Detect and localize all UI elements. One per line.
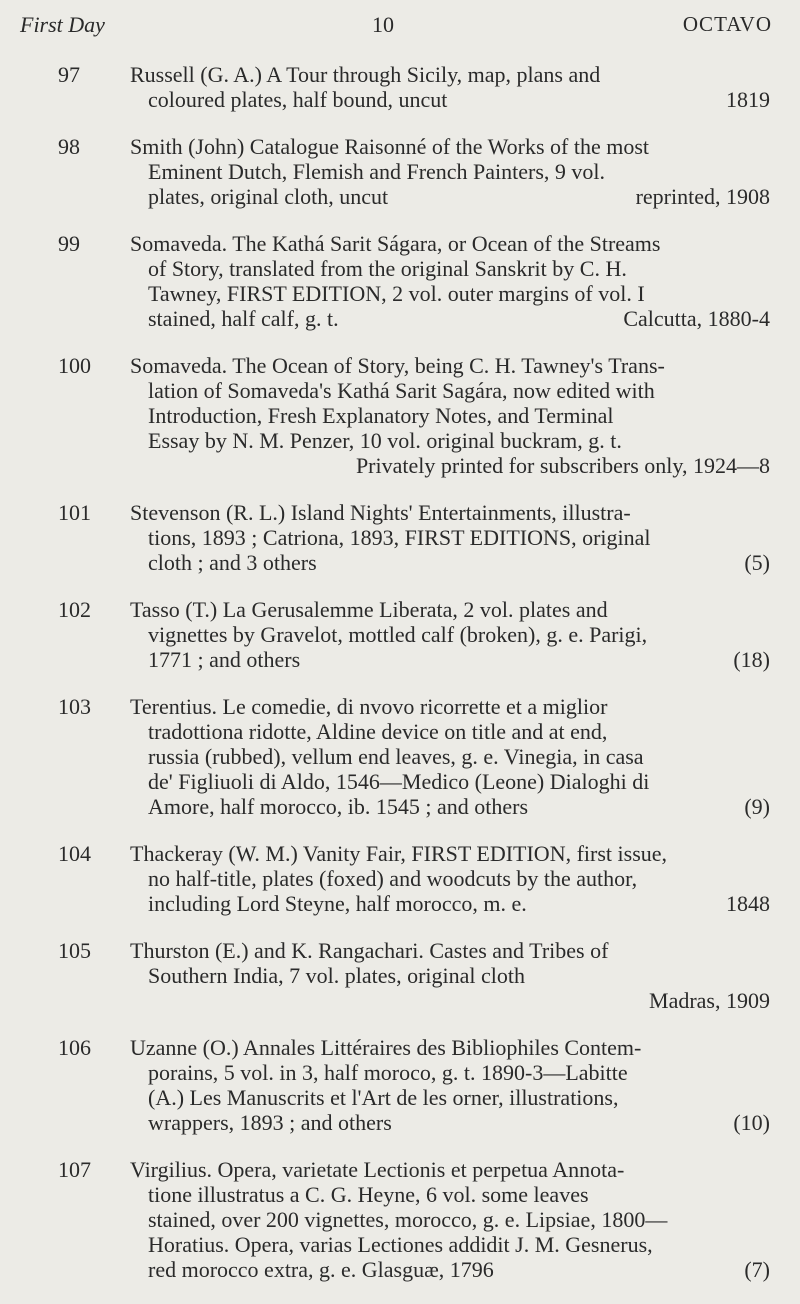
lot-description (130, 841, 772, 916)
lot-description (130, 134, 772, 209)
lot-number: 106 (58, 1035, 91, 1060)
lot-line: de' Figliuoli di Aldo, 1546—Medico (Leone) Dialoghi di (148, 769, 650, 794)
lot-number: 104 (58, 841, 91, 866)
lot-line: Uzanne (O.) Annales Littéraires des Bibliophiles Contem- (130, 1035, 642, 1060)
lot-line: tradottiona ridotte, Aldine device on title and at end, (148, 719, 608, 744)
lot-imprint: (5) (744, 550, 770, 575)
lot-line: red morocco extra, g. e. Glasguæ, 1796 (148, 1257, 494, 1282)
lot-line: tions, 1893 ; Catriona, 1893, FIRST EDITIONS, original (148, 525, 651, 550)
lot-line: wrappers, 1893 ; and others (148, 1110, 392, 1135)
lot-line: Amore, half morocco, ib. 1545 ; and others (148, 794, 529, 819)
lot-line: of Story, translated from the original Sanskrit by C. H. (148, 256, 627, 281)
lot-description (130, 597, 772, 672)
lot-line: stained, over 200 vignettes, morocco, g. e. Lipsiae, 1800— (148, 1207, 668, 1232)
lot-line: Tasso (T.) La Gerusalemme Liberata, 2 vol. plates and (130, 597, 608, 622)
lot-line: 1771 ; and others (148, 647, 301, 672)
lot-line: porains, 5 vol. in 3, half moroco, g. t. 1890-3—Labitte (148, 1060, 628, 1085)
lot-line: Terentius. Le comedie, di nvovo ricorrette et a miglior (130, 694, 608, 719)
lot-line: vignettes by Gravelot, mottled calf (broken), g. e. Parigi, (148, 622, 648, 647)
lot-line: including Lord Steyne, half morocco, m. e. (148, 891, 527, 916)
lot-entry (0, 597, 800, 672)
lot-number: 102 (58, 597, 91, 622)
lot-description (130, 1035, 772, 1135)
lot-line: Russell (G. A.) A Tour through Sicily, map, plans and (130, 62, 601, 87)
lot-line: russia (rubbed), vellum end leaves, g. e. Vinegia, in casa (148, 744, 644, 769)
lot-line: lation of Somaveda's Kathá Sarit Sagára, now edited with (148, 378, 655, 403)
page-number: 10 (372, 12, 394, 37)
lot-entry (0, 500, 800, 575)
lot-entry (0, 134, 800, 209)
lot-description (130, 353, 772, 478)
lot-line: Southern India, 7 vol. plates, original cloth (148, 963, 525, 988)
lot-line: Horatius. Opera, varias Lectiones addidit J. M. Gesnerus, (148, 1232, 653, 1257)
lot-imprint: (9) (744, 794, 770, 819)
lot-line: Somaveda. The Ocean of Story, being C. H. Tawney's Trans- (130, 353, 665, 378)
lot-line: Virgilius. Opera, varietate Lectionis et perpetua Annota- (130, 1157, 625, 1182)
lot-line: Thackeray (W. M.) Vanity Fair, FIRST EDITION, first issue, (130, 841, 668, 866)
lot-number: 98 (58, 134, 80, 159)
lot-imprint: Privately printed for subscribers only, 1924—8 (355, 453, 770, 478)
lot-description (130, 1157, 772, 1282)
lot-line: coloured plates, half bound, uncut (148, 87, 448, 112)
lot-entry (0, 62, 800, 112)
lot-imprint: (7) (744, 1257, 770, 1282)
lot-number: 101 (58, 500, 91, 525)
lot-description (130, 938, 772, 1013)
lot-description (130, 694, 772, 819)
lot-description (130, 500, 772, 575)
lot-number: 99 (58, 231, 80, 256)
lot-imprint: Calcutta, 1880-4 (623, 306, 770, 331)
lot-line: stained, half calf, g. t. (148, 306, 339, 331)
lot-line: Stevenson (R. L.) Island Nights' Entertainments, illustra- (130, 500, 631, 525)
lot-entry (0, 841, 800, 916)
lot-number: 107 (58, 1157, 91, 1182)
lot-entry (0, 1035, 800, 1135)
lot-entry (0, 353, 800, 478)
lot-list (0, 62, 800, 1304)
lot-imprint: 1848 (726, 891, 770, 916)
lot-number: 103 (58, 694, 91, 719)
lot-line: Thurston (E.) and K. Rangachari. Castes and Tribes of (130, 938, 609, 963)
lot-line: Essay by N. M. Penzer, 10 vol. original buckram, g. t. (148, 428, 622, 453)
lot-line: (A.) Les Manuscrits et l'Art de les orner, illustrations, (148, 1085, 619, 1110)
lot-imprint: Madras, 1909 (649, 988, 770, 1013)
running-head-left: First Day (20, 12, 105, 37)
lot-entry (0, 231, 800, 331)
lot-imprint: (10) (733, 1110, 770, 1135)
lot-entry (0, 694, 800, 819)
lot-imprint: reprinted, 1908 (635, 184, 770, 209)
lot-entry (0, 938, 800, 1013)
lot-line: Eminent Dutch, Flemish and French Painters, 9 vol. (148, 159, 606, 184)
lot-entry (0, 1157, 800, 1282)
lot-description (130, 231, 772, 331)
lot-number: 97 (58, 62, 80, 87)
lot-line: plates, original cloth, uncut (148, 184, 389, 209)
lot-line: Smith (John) Catalogue Raisonné of the Works of the most (130, 134, 650, 159)
lot-imprint: (18) (733, 647, 770, 672)
lot-line: Tawney, FIRST EDITION, 2 vol. outer margins of vol. I (148, 281, 645, 306)
lot-imprint: 1819 (726, 87, 770, 112)
lot-line: cloth ; and 3 others (148, 550, 317, 575)
lot-line: no half-title, plates (foxed) and woodcuts by the author, (148, 866, 638, 891)
lot-description (130, 62, 772, 112)
lot-line: tione illustratus a C. G. Heyne, 6 vol. some leaves (148, 1182, 589, 1207)
lot-number: 100 (58, 353, 91, 378)
lot-number: 105 (58, 938, 91, 963)
running-head-right: OCTAVO (682, 12, 772, 36)
lot-line: Introduction, Fresh Explanatory Notes, and Terminal (148, 403, 614, 428)
lot-line: Somaveda. The Kathá Sarit Ságara, or Ocean of the Streams (130, 231, 661, 256)
